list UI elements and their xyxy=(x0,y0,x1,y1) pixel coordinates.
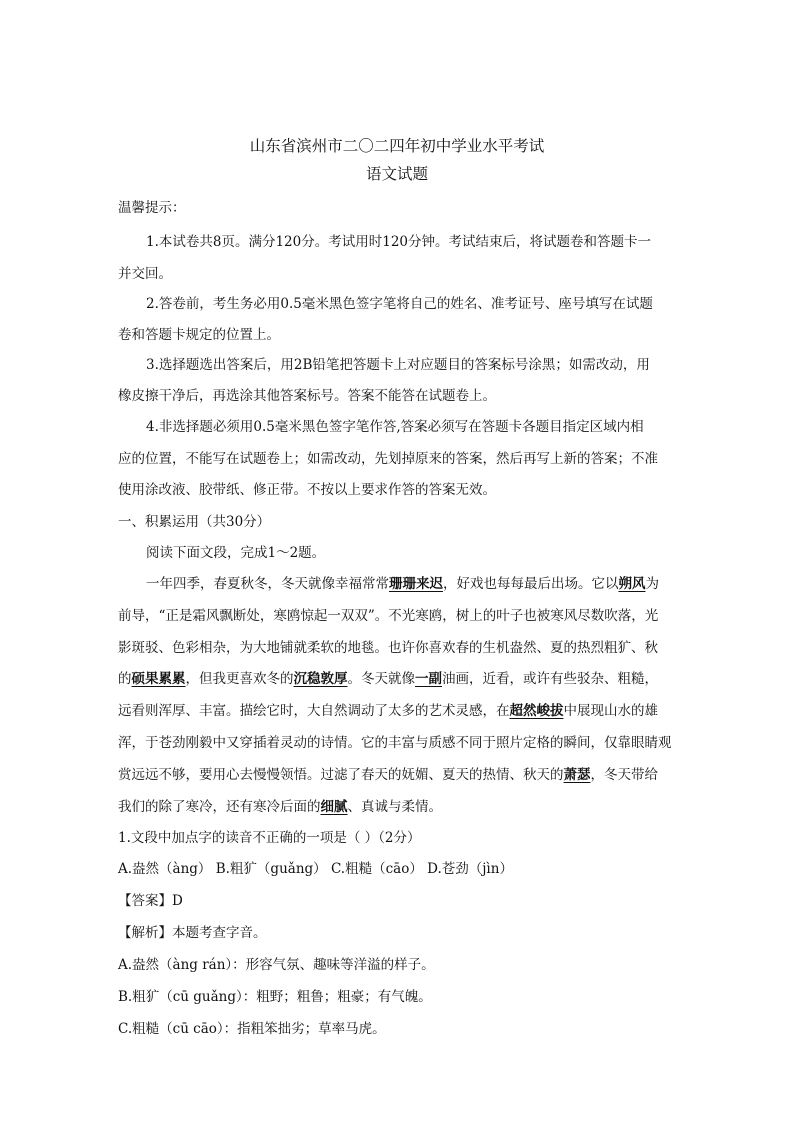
analysis-item: C.粗糙（cū cāo）：指粗笨拙劣；草率马虎。 xyxy=(118,1021,386,1037)
passage-emphasis: 萧瑟 xyxy=(563,767,591,783)
passage-emphasis: 珊珊来迟 xyxy=(389,576,443,592)
tip-line: 4.非选择题必须用0.5毫米黑色签字笔作答,答案必须写在答题卡各题目指定区域内相 xyxy=(146,419,644,435)
passage-emphasis: 细腻 xyxy=(320,799,348,815)
passage-text: 赏远远不够，要用心去慢慢领悟。过滤了春天的妩媚、夏天的热情、秋天的 xyxy=(118,767,564,783)
section-heading: 一、积累运用（共30分） xyxy=(118,514,271,530)
passage-text: ，但我更喜欢冬的 xyxy=(185,671,294,687)
tip-line: 橡皮擦干净后，再选涂其他答案标号。答案不能答在试题卷上。 xyxy=(118,388,496,404)
page-title: 山东省滨州市二〇二四年初中学业水平考试 xyxy=(249,137,545,155)
passage-line xyxy=(118,763,678,783)
question-options: A.盎然（àng） B.粗犷（guǎng） C.粗糙（cāo） D.苍劲（jìn） xyxy=(118,861,513,877)
passage-line xyxy=(118,699,678,719)
passage-text: 中展现山水的雄 xyxy=(563,703,658,719)
tip-line: 卷和答题卡规定的位置上。 xyxy=(118,327,280,343)
passage-text: 我们的除了寒冷，还有寒冷后面的 xyxy=(118,799,321,815)
passage-text: 为 xyxy=(645,576,659,592)
passage-text: 油画，近看，或许有些驳杂、粗糙， xyxy=(442,671,658,687)
analysis-item: A.盎然（àng rán）：形容气氛、趣味等洋溢的样子。 xyxy=(118,957,435,973)
tip-line: 1.本试卷共8页。满分120分。考试用时120分钟。考试结束后，将试题卷和答题卡一 xyxy=(146,234,652,250)
analysis-item: B.粗犷（cū guǎng）：粗野；粗鲁；粗豪；有气魄。 xyxy=(118,989,432,1005)
passage-text: 的 xyxy=(118,671,132,687)
passage-text: ，好戏也每每最后出场。它以 xyxy=(443,576,619,592)
tip-line: 使用涂改液、胶带纸、修正带。不按以上要求作答的答案无效。 xyxy=(118,482,496,498)
analysis-line: 【解析】本题考查字音。 xyxy=(118,925,267,941)
passage-emphasis: 超然峻拔 xyxy=(509,703,564,719)
passage-text: 、真诚与柔情。 xyxy=(347,799,442,815)
tip-line: 并交回。 xyxy=(118,266,172,282)
passage-line xyxy=(118,795,678,815)
passage-emphasis: 沉稳敦厚 xyxy=(293,671,348,687)
tip-line: 应的位置，不能写在试题卷上；如需改动，先划掉原来的答案，然后再写上新的答案；不准 xyxy=(118,451,658,467)
passage-text: 。冬天就像 xyxy=(347,671,415,687)
section-instruction: 阅读下面文段，完成1～2题。 xyxy=(146,545,326,561)
passage-line: 影斑驳、色彩相杂，为大地铺就柔软的地毯。也许你喜欢春的生机盎然、夏的热烈粗犷、秋 xyxy=(118,640,658,656)
tip-line: 2.答卷前，考生务必用0.5毫米黑色签字笔将自己的姓名、准考证号、座号填写在试题 xyxy=(146,296,653,312)
passage-text: 一年四季，春夏秋冬，冬天就像幸福常常 xyxy=(146,576,389,592)
passage-text: 远看则浑厚、丰富。描绘它时，大自然调动了太多的艺术灵感，在 xyxy=(118,703,510,719)
tips-heading: 温馨提示： xyxy=(118,200,186,216)
tip-line: 3.选择题选出答案后，用2B铅笔把答题卡上对应题目的答案标号涂黑；如需改动，用 xyxy=(146,357,650,373)
answer-line: 【答案】D xyxy=(118,893,183,909)
passage-line xyxy=(146,572,706,592)
question-stem: 1.文段中加点字的读音不正确的一项是（ ）（2分） xyxy=(118,830,421,846)
passage-line xyxy=(118,667,678,687)
passage-emphasis: 一副 xyxy=(415,671,442,687)
passage-emphasis: 朔风 xyxy=(618,576,646,592)
page-subtitle: 语文试题 xyxy=(365,165,428,183)
passage-line: 前导，“正是霜风飘断处，寒鸥惊起一双双”。不光寒鸥，树上的叶子也被寒风尽数吹落，光 xyxy=(118,608,659,624)
passage-text: ，冬天带给 xyxy=(590,767,658,783)
passage-emphasis: 硕果累累 xyxy=(131,671,186,687)
passage-line: 浑，于苍劲刚毅中又穿插着灵动的诗情。它的丰富与质感不同于照片定格的瞬间，仅靠眼睛观 xyxy=(118,735,672,751)
